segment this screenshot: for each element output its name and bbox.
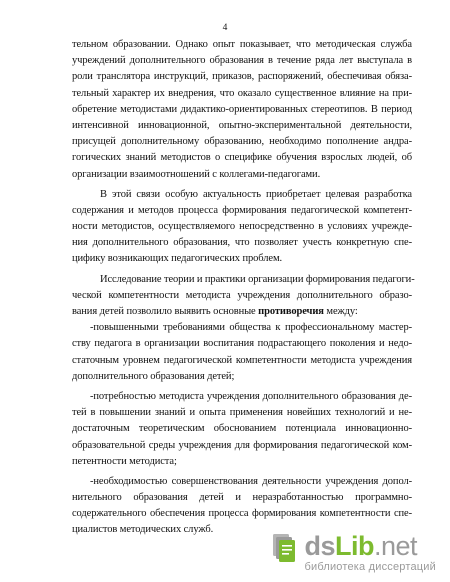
watermark-subtitle: библиотека диссертаций	[304, 561, 436, 573]
brand-net: .net	[373, 531, 418, 561]
text-line: -потребностью методиста учреждения дополнительного образования де-	[90, 390, 412, 402]
text-line: дополнительного образования детей;	[72, 370, 235, 382]
text-line: Исследование теории и практики организации формирования педагоги-	[100, 273, 415, 285]
text-line: организации взаимоотношений с коллегами-педагогами.	[72, 168, 321, 180]
text-line: -необходимостью совершенствования деятельности учреждения допол-	[90, 475, 412, 487]
text-line: тельном образовании. Однако опыт показывает, что методическая служба	[72, 39, 412, 50]
text-segment: вания детей позволило выявить основные	[72, 306, 259, 317]
text-line: цифику возникающих педагогических проблем.	[72, 253, 283, 265]
page-number: 4	[222, 23, 228, 33]
text-line: интенсивной инновационной, опытно-экспериментальной деятельности,	[72, 119, 412, 131]
text-line: В этой связи особую актуальность приобретает целевая разработка	[100, 188, 412, 200]
text-line: содержательного обеспечения процесса формирования компетентности спе-	[72, 508, 412, 520]
text-line: ния дополнительного образования, что позволяет учесть конкретную спе-	[72, 237, 412, 249]
text-line: ности методистов, осуществляемого непосредственно в условиях учрежде-	[72, 221, 412, 233]
text-segment: между:	[323, 306, 358, 317]
dslib-watermark	[270, 530, 436, 574]
text-line: петентности методиста;	[72, 455, 177, 467]
text-line: нительного образования детей и неразработанностью программно-	[72, 492, 412, 504]
text-line: тельный характер их внедрения, что оказало существенное влияние на при-	[72, 87, 412, 99]
text-line: гогических знаний методистов о специфике обучения взрослых людей, об	[72, 152, 412, 164]
text-line: учреждений дополнительного образования в течение ряда лет выступала в	[72, 55, 412, 67]
text-line: ству педагога в организации воспитания подрастающего поколения и недо-	[72, 338, 412, 350]
text-line: обретение методистами дидактико-ориентированных стереотипов. В период	[72, 103, 412, 115]
text-line: статочным уровнем педагогической компетентности методиста учреждения	[72, 354, 412, 366]
text-line: образовательной среды учреждения для формирования педагогической ком-	[72, 439, 412, 451]
text-line: содержания и методов процесса формирования педагогической компетент-	[72, 204, 412, 216]
text-line: -повышенными требованиями общества к профессиональному мастер-	[90, 322, 412, 334]
text-line: циалистов методических служб.	[72, 524, 214, 536]
text-line-with-emphasis	[72, 304, 412, 320]
text-line: тей в повышении знаний и опыта применения новейших технологий и не-	[72, 407, 412, 419]
text-line: присущей дополнительному образованию, необходимо пополнение андра-	[72, 136, 412, 148]
brand-ds: ds	[304, 531, 335, 561]
text-line: достаточным теоретическим обоснованием потенциала инновационно-	[72, 423, 412, 435]
brand-lib: Lib	[334, 531, 374, 561]
emphasis-contradictions: противоречия	[258, 306, 324, 317]
document-body	[72, 37, 415, 539]
watermark-brand	[304, 533, 417, 559]
book-logo-icon	[270, 530, 298, 564]
text-line: ческой компетентности методиста учреждения дополнительного образо-	[72, 289, 412, 301]
text-line: роли транслятора инструкций, приказов, распоряжений, обеспечивая обяза-	[72, 71, 412, 83]
